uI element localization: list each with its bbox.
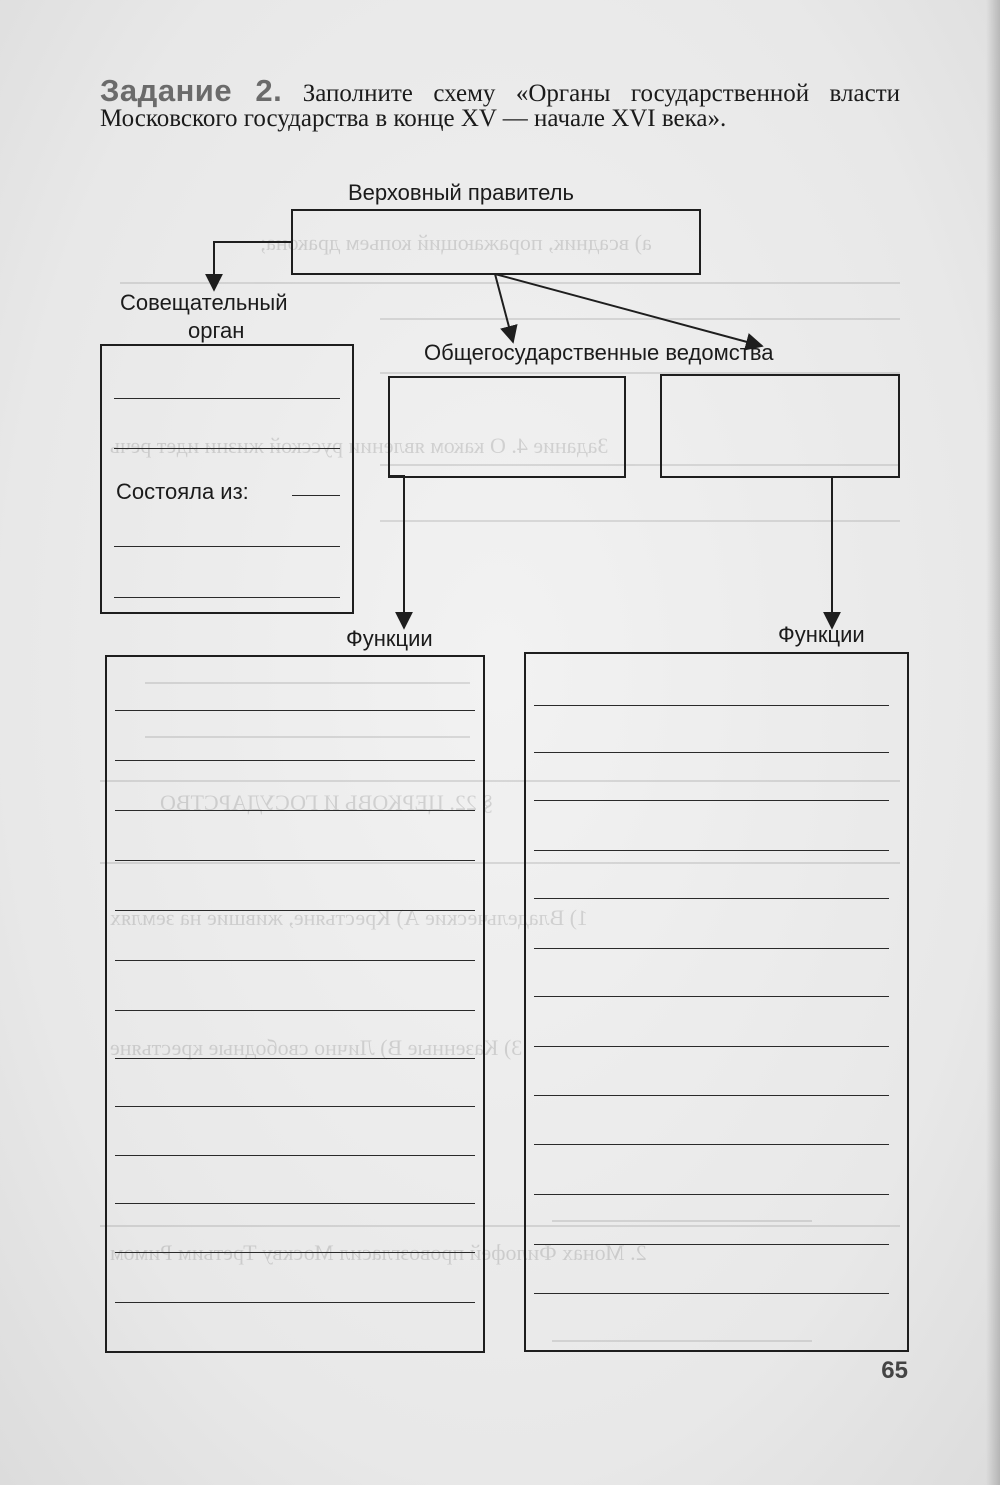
answer-line[interactable] xyxy=(115,1155,475,1156)
answer-line[interactable] xyxy=(115,1106,475,1107)
answer-line[interactable] xyxy=(534,1144,889,1145)
answer-line[interactable] xyxy=(115,910,475,911)
advisory-body-label-line2: орган xyxy=(188,318,245,343)
advisory-body-label-line1: Совещательный xyxy=(120,290,288,315)
functions-right-label: Функции xyxy=(778,622,865,647)
answer-line[interactable] xyxy=(115,810,475,811)
department-box-left[interactable] xyxy=(388,376,626,478)
answer-line[interactable] xyxy=(115,860,475,861)
answer-line[interactable] xyxy=(292,495,340,496)
answer-line[interactable] xyxy=(114,448,340,449)
functions-box-right xyxy=(524,652,909,1352)
arrow-left-to-functions xyxy=(388,476,404,628)
department-box-right[interactable] xyxy=(660,374,900,478)
answer-line[interactable] xyxy=(534,948,889,949)
functions-left-label: Функции xyxy=(346,626,433,651)
answer-line[interactable] xyxy=(534,705,889,706)
answer-line[interactable] xyxy=(115,1010,475,1011)
answer-line[interactable] xyxy=(534,850,889,851)
task-number: Задание 2. xyxy=(100,73,283,108)
arrow-to-departments-center xyxy=(495,274,513,342)
answer-line[interactable] xyxy=(114,597,340,598)
answer-line[interactable] xyxy=(115,1252,475,1253)
consisted-of-label: Состояла из: xyxy=(116,479,249,504)
supreme-ruler-box xyxy=(292,210,700,274)
answer-line[interactable] xyxy=(534,1293,889,1294)
answer-line[interactable] xyxy=(534,898,889,899)
answer-line[interactable] xyxy=(534,1244,889,1245)
bleed-through-background: а) всадник, поражающий копьем дракона; Задание 4. О каком явлении русской жизни идет речь § 22. ЦЕРКОВЬ И ГОСУДАРСТВО 1) Владельческие А) Крестьяне, жившие на землях 3) Казенные В) Лично свободные крестьяне 2. Монах Филофей провозгласил Москву Третьим Римом xyxy=(0,0,1000,1485)
answer-line[interactable] xyxy=(115,1203,475,1204)
answer-line[interactable] xyxy=(115,1058,475,1059)
answer-line[interactable] xyxy=(534,752,889,753)
page-edge-shadow xyxy=(986,0,1000,1485)
answer-line[interactable] xyxy=(534,1046,889,1047)
task-instruction: Заполните схему «Органы государственной власти Московского государства в конце XV — начале XVI века». xyxy=(100,80,900,132)
answer-line[interactable] xyxy=(115,710,475,711)
arrow-to-departments-right xyxy=(495,274,762,346)
answer-line[interactable] xyxy=(115,760,475,761)
answer-line[interactable] xyxy=(115,960,475,961)
answer-line[interactable] xyxy=(534,800,889,801)
answer-line[interactable] xyxy=(115,1302,475,1303)
departments-label: Общегосударственные ведомства xyxy=(424,340,774,365)
answer-line[interactable] xyxy=(114,398,340,399)
answer-line[interactable] xyxy=(534,996,889,997)
supreme-ruler-label: Верховный правитель xyxy=(348,180,574,205)
answer-line[interactable] xyxy=(534,1194,889,1195)
answer-line[interactable] xyxy=(534,1095,889,1096)
answer-line[interactable] xyxy=(114,546,340,547)
page-number: 65 xyxy=(881,1357,908,1384)
arrow-to-advisory-body xyxy=(214,242,292,290)
